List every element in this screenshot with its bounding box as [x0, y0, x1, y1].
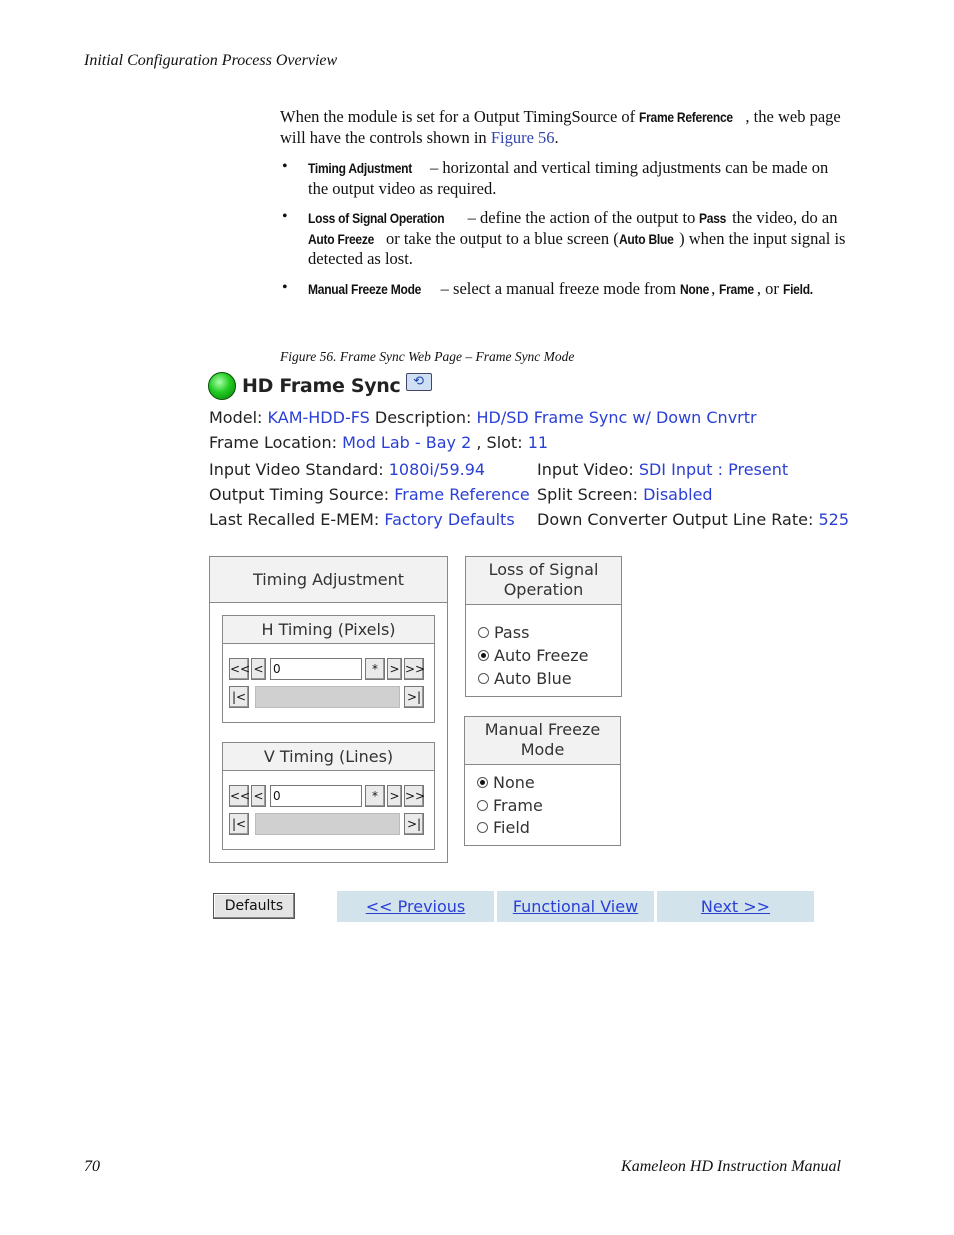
figure-link[interactable]: Figure 56	[490, 127, 555, 147]
cmd-label: Field.	[782, 281, 813, 297]
info-ots-row	[209, 485, 530, 504]
location-value: Mod Lab - Bay 2	[342, 433, 472, 452]
input-video-value: SDI Input : Present	[638, 460, 789, 479]
info-ss-row	[537, 485, 713, 504]
slot-value: 11	[527, 433, 549, 452]
cmd-frame-reference: Frame Reference	[639, 109, 734, 125]
v-timing-title: V Timing (Lines)	[223, 743, 434, 771]
cmd-label: Loss of Signal Operation	[308, 210, 445, 226]
intro-text: .	[554, 127, 559, 147]
v-decrement-button[interactable]: <	[251, 785, 266, 807]
info-dc-row	[537, 510, 849, 529]
last-recalled-emem-label: Last Recalled E-MEM:	[209, 510, 380, 529]
previous-link[interactable]: << Previous	[337, 891, 494, 922]
down-converter-label: Down Converter Output Line Rate:	[537, 510, 814, 529]
model-value: KAM-HDD-FS	[267, 408, 370, 427]
next-link[interactable]: Next >>	[657, 891, 814, 922]
bullet-symbol: •	[282, 208, 288, 225]
bullet-symbol: •	[282, 158, 288, 175]
bullet-text: ,	[711, 279, 720, 298]
v-reset-button[interactable]: *	[365, 785, 385, 807]
running-head: Initial Configuration Process Overview	[84, 52, 338, 69]
bullet-symbol: •	[282, 279, 288, 296]
bullet-text: – horizontal and vertical timing adjustments can be made on the output video as required.	[308, 158, 829, 198]
down-converter-value: 525	[818, 510, 850, 529]
cmd-label: Manual Freeze Mode	[308, 281, 422, 297]
bullet-manual-freeze	[308, 279, 848, 300]
v-max-button[interactable]: >|	[404, 813, 424, 835]
los-auto-blue-radio[interactable]	[478, 673, 489, 684]
manual-freeze-title	[465, 717, 620, 765]
h-coarse-increment-button[interactable]: >>	[404, 658, 424, 680]
bullet-text: or take the output to a blue screen (	[381, 228, 619, 248]
loss-of-signal-panel	[465, 556, 622, 697]
bullet-text: – define the action of the output to	[463, 208, 700, 227]
timing-adjustment-panel	[209, 556, 448, 863]
bullet-text: – select a manual freeze mode from	[436, 279, 681, 298]
info-lre-row	[209, 510, 515, 529]
manual-freeze-panel	[464, 716, 621, 846]
info-model-row	[209, 408, 757, 427]
defaults-button[interactable]: Defaults	[213, 893, 295, 919]
los-option-label: Auto Blue	[494, 669, 572, 688]
split-screen-value: Disabled	[643, 485, 713, 504]
los-option-auto-freeze[interactable]	[478, 646, 588, 665]
h-timing-group	[222, 615, 435, 723]
h-reset-button[interactable]: *	[365, 658, 385, 680]
loss-of-signal-title	[466, 557, 621, 605]
output-timing-source-label: Output Timing Source:	[209, 485, 390, 504]
v-min-button[interactable]: |<	[229, 813, 249, 835]
h-min-button[interactable]: |<	[229, 686, 249, 708]
description-label: Description:	[374, 408, 472, 427]
last-recalled-emem-value: Factory Defaults	[384, 510, 515, 529]
v-increment-button[interactable]: >	[387, 785, 402, 807]
h-increment-button[interactable]: >	[387, 658, 402, 680]
cmd-label: None	[680, 281, 710, 297]
bullet-text: ) when the input signal is detected as lost.	[308, 228, 846, 268]
model-label: Model:	[209, 408, 263, 427]
freeze-frame-radio[interactable]	[477, 800, 488, 811]
bullet-text: , or	[756, 279, 783, 298]
h-decrement-button[interactable]: <	[251, 658, 266, 680]
intro-text: When the module is set for a Output TimingSource of	[280, 107, 640, 126]
los-option-pass[interactable]	[478, 623, 529, 642]
loss-of-signal-title-line: Operation	[503, 580, 584, 599]
info-ivs-row	[209, 460, 485, 479]
freeze-none-radio[interactable]	[477, 777, 488, 788]
v-coarse-decrement-button[interactable]: <<	[229, 785, 249, 807]
cmd-label: Pass	[699, 210, 727, 226]
freeze-option-label: Frame	[493, 796, 543, 815]
input-video-standard-value: 1080i/59.94	[388, 460, 486, 479]
freeze-field-radio[interactable]	[477, 822, 488, 833]
manual-freeze-title-line: Mode	[520, 740, 565, 759]
slot-label: , Slot:	[476, 433, 523, 452]
info-iv-row	[537, 460, 788, 479]
freeze-option-field[interactable]	[477, 818, 530, 837]
info-location-row	[209, 433, 548, 452]
v-timing-group	[222, 742, 435, 850]
output-timing-source-value: Frame Reference	[394, 485, 530, 504]
v-timing-input[interactable]: 0	[270, 785, 362, 807]
description-value: HD/SD Frame Sync w/ Down Cnvrtr	[476, 408, 757, 427]
figure-caption: Figure 56. Frame Sync Web Page – Frame Sync Mode	[280, 349, 575, 364]
h-timing-input[interactable]: 0	[270, 658, 362, 680]
los-option-auto-blue[interactable]	[478, 669, 572, 688]
los-option-label: Pass	[494, 623, 530, 642]
functional-view-link[interactable]: Functional View	[497, 891, 654, 922]
los-option-label: Auto Freeze	[494, 646, 589, 665]
cmd-label: Auto Blue	[618, 230, 674, 247]
webpage-title-row	[208, 372, 432, 400]
bullet-text: the video, do an	[727, 208, 838, 227]
freeze-option-label: None	[493, 773, 535, 792]
split-screen-label: Split Screen:	[537, 485, 638, 504]
input-video-label: Input Video:	[537, 460, 634, 479]
cmd-label: Auto Freeze	[308, 230, 375, 247]
input-video-standard-label: Input Video Standard:	[209, 460, 384, 479]
bullet-loss-of-signal	[308, 208, 848, 270]
freeze-option-frame[interactable]	[477, 796, 543, 815]
status-led-icon	[208, 372, 236, 400]
intro-paragraph	[280, 107, 845, 148]
cmd-label: Timing Adjustment	[308, 160, 412, 176]
v-timing-slider[interactable]	[255, 813, 400, 835]
freeze-option-none[interactable]	[477, 773, 535, 792]
page-title: HD Frame Sync	[242, 375, 401, 397]
los-auto-freeze-radio[interactable]	[478, 650, 489, 661]
h-max-button[interactable]: >|	[404, 686, 424, 708]
freeze-option-label: Field	[493, 818, 530, 837]
cmd-label: Frame	[719, 281, 755, 297]
h-coarse-decrement-button[interactable]: <<	[229, 658, 249, 680]
h-timing-slider[interactable]	[255, 686, 400, 708]
timing-adjustment-title: Timing Adjustment	[210, 557, 447, 603]
los-pass-radio[interactable]	[478, 627, 489, 638]
loss-of-signal-title-line: Loss of Signal	[488, 560, 599, 579]
intro-text: , the web page will have the controls shown in	[280, 107, 841, 147]
page-number: 70	[84, 1158, 100, 1175]
v-coarse-increment-button[interactable]: >>	[404, 785, 424, 807]
location-label: Frame Location:	[209, 433, 337, 452]
h-timing-title: H Timing (Pixels)	[223, 616, 434, 644]
manual-freeze-title-line: Manual Freeze	[484, 720, 601, 739]
refresh-icon[interactable]: ⟲	[406, 373, 432, 391]
footer-title: Kameleon HD Instruction Manual	[621, 1158, 841, 1175]
bullet-timing-adjustment	[308, 158, 848, 199]
